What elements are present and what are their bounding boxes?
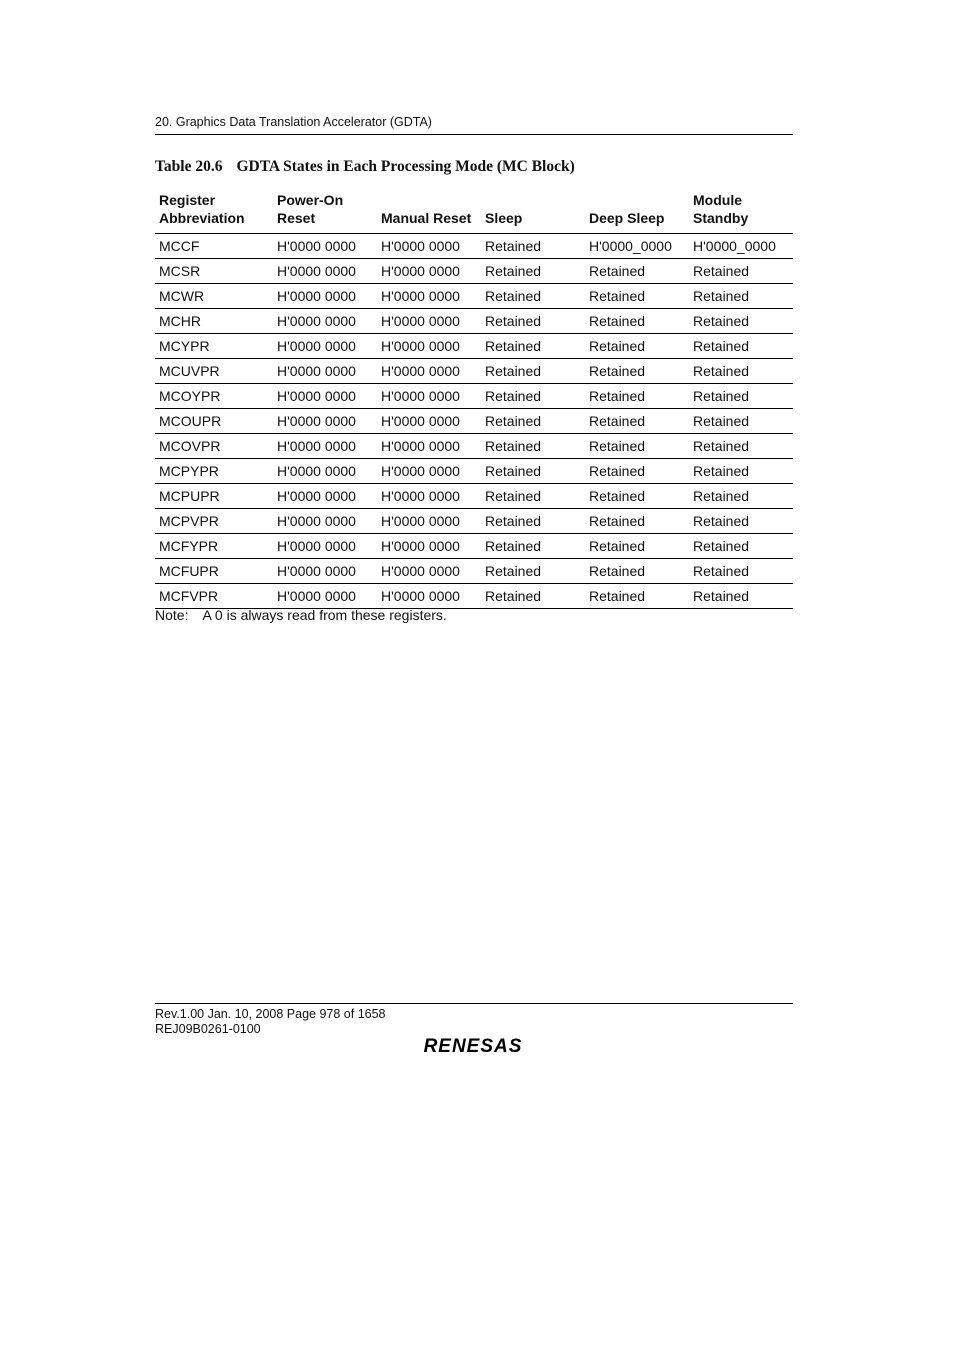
state-cell: H'0000 0000 bbox=[273, 359, 377, 384]
table-row bbox=[155, 284, 793, 309]
state-cell: H'0000 0000 bbox=[377, 309, 481, 334]
state-cell: H'0000 0000 bbox=[377, 384, 481, 409]
state-cell: H'0000_0000 bbox=[689, 234, 793, 259]
state-cell: H'0000 0000 bbox=[273, 484, 377, 509]
state-cell: H'0000 0000 bbox=[377, 434, 481, 459]
column-header bbox=[273, 190, 377, 234]
state-cell: H'0000 0000 bbox=[377, 284, 481, 309]
state-cell: Retained bbox=[585, 559, 689, 584]
state-cell: Retained bbox=[481, 234, 585, 259]
state-cell: H'0000 0000 bbox=[273, 284, 377, 309]
state-cell: Retained bbox=[481, 459, 585, 484]
column-header-line2: Deep Sleep bbox=[589, 210, 665, 226]
column-header bbox=[377, 190, 481, 234]
state-cell: Retained bbox=[689, 484, 793, 509]
state-cell: Retained bbox=[689, 409, 793, 434]
state-cell: Retained bbox=[689, 309, 793, 334]
state-cell: Retained bbox=[585, 384, 689, 409]
register-name-cell: MCPVPR bbox=[155, 509, 273, 534]
table-row bbox=[155, 459, 793, 484]
state-cell: Retained bbox=[689, 559, 793, 584]
register-name-cell: MCWR bbox=[155, 284, 273, 309]
state-cell: H'0000 0000 bbox=[273, 559, 377, 584]
state-cell: H'0000 0000 bbox=[273, 509, 377, 534]
state-cell: Retained bbox=[481, 434, 585, 459]
state-cell: H'0000 0000 bbox=[377, 509, 481, 534]
state-cell: Retained bbox=[689, 584, 793, 609]
column-header bbox=[585, 190, 689, 234]
state-cell: H'0000 0000 bbox=[273, 234, 377, 259]
state-cell: Retained bbox=[585, 334, 689, 359]
register-name-cell: MCHR bbox=[155, 309, 273, 334]
register-name-cell: MCOVPR bbox=[155, 434, 273, 459]
table-row bbox=[155, 259, 793, 284]
state-cell: H'0000 0000 bbox=[377, 359, 481, 384]
state-cell: Retained bbox=[689, 334, 793, 359]
column-header-line1: Power-On bbox=[277, 192, 344, 208]
table-row bbox=[155, 509, 793, 534]
state-cell: Retained bbox=[481, 309, 585, 334]
table-caption-number: Table 20.6 bbox=[155, 158, 223, 175]
register-name-cell: MCYPR bbox=[155, 334, 273, 359]
column-header bbox=[481, 190, 585, 234]
state-cell: Retained bbox=[585, 509, 689, 534]
state-cell: Retained bbox=[585, 484, 689, 509]
state-cell: H'0000 0000 bbox=[377, 584, 481, 609]
state-cell: H'0000 0000 bbox=[377, 459, 481, 484]
state-cell: Retained bbox=[689, 284, 793, 309]
state-cell: Retained bbox=[481, 259, 585, 284]
state-cell: Retained bbox=[689, 359, 793, 384]
state-cell: Retained bbox=[585, 459, 689, 484]
footer-document-number: REJ09B0261-0100 bbox=[155, 1022, 261, 1036]
table-row bbox=[155, 409, 793, 434]
state-cell: H'0000 0000 bbox=[273, 409, 377, 434]
state-cell: Retained bbox=[481, 484, 585, 509]
table-header-row bbox=[155, 190, 793, 234]
table-row bbox=[155, 234, 793, 259]
state-cell: H'0000 0000 bbox=[377, 534, 481, 559]
column-header-line2: Abbreviation bbox=[159, 210, 245, 226]
state-cell: H'0000_0000 bbox=[585, 234, 689, 259]
state-cell: H'0000 0000 bbox=[273, 334, 377, 359]
state-cell: Retained bbox=[689, 534, 793, 559]
state-cell: Retained bbox=[689, 434, 793, 459]
note-text: A 0 is always read from these registers. bbox=[202, 607, 447, 623]
state-cell: H'0000 0000 bbox=[273, 459, 377, 484]
page-footer bbox=[155, 1003, 793, 1037]
state-cell: H'0000 0000 bbox=[273, 309, 377, 334]
table-note bbox=[155, 607, 447, 623]
state-cell: Retained bbox=[689, 384, 793, 409]
column-header-line1 bbox=[485, 191, 581, 209]
state-cell: H'0000 0000 bbox=[273, 534, 377, 559]
column-header-line1 bbox=[589, 191, 685, 209]
table-row bbox=[155, 359, 793, 384]
state-cell: H'0000 0000 bbox=[377, 484, 481, 509]
table-row bbox=[155, 584, 793, 609]
state-cell: Retained bbox=[481, 334, 585, 359]
state-cell: Retained bbox=[481, 584, 585, 609]
table-body bbox=[155, 234, 793, 609]
table-row bbox=[155, 559, 793, 584]
footer-revision: Rev.1.00 Jan. 10, 2008 Page 978 of 1658 bbox=[155, 1007, 386, 1021]
state-cell: Retained bbox=[585, 409, 689, 434]
state-cell: Retained bbox=[585, 284, 689, 309]
table-row bbox=[155, 484, 793, 509]
state-cell: H'0000 0000 bbox=[377, 559, 481, 584]
state-cell: Retained bbox=[481, 509, 585, 534]
register-name-cell: MCFUPR bbox=[155, 559, 273, 584]
table-caption bbox=[155, 158, 575, 176]
state-cell: Retained bbox=[481, 409, 585, 434]
column-header-line2: Reset bbox=[277, 210, 316, 226]
state-cell: H'0000 0000 bbox=[273, 384, 377, 409]
state-cell: H'0000 0000 bbox=[273, 584, 377, 609]
state-cell: H'0000 0000 bbox=[377, 234, 481, 259]
state-cell: Retained bbox=[585, 359, 689, 384]
register-name-cell: MCOYPR bbox=[155, 384, 273, 409]
running-header bbox=[155, 115, 793, 135]
register-name-cell: MCPYPR bbox=[155, 459, 273, 484]
table-row bbox=[155, 434, 793, 459]
column-header-line1 bbox=[381, 191, 477, 209]
state-cell: H'0000 0000 bbox=[377, 259, 481, 284]
column-header-line1: Module bbox=[693, 192, 742, 208]
column-header-line1: Register bbox=[159, 192, 216, 208]
register-name-cell: MCSR bbox=[155, 259, 273, 284]
state-cell: H'0000 0000 bbox=[377, 334, 481, 359]
state-cell: Retained bbox=[585, 584, 689, 609]
column-header bbox=[155, 190, 273, 234]
state-cell: H'0000 0000 bbox=[377, 409, 481, 434]
state-cell: Retained bbox=[481, 384, 585, 409]
note-label: Note: bbox=[155, 607, 189, 623]
table-caption-title: GDTA States in Each Processing Mode (MC Block) bbox=[236, 158, 575, 175]
running-header-title: 20. Graphics Data Translation Accelerator (GDTA) bbox=[155, 115, 432, 129]
register-name-cell: MCFVPR bbox=[155, 584, 273, 609]
column-header-line2: Manual Reset bbox=[381, 210, 472, 226]
state-cell: Retained bbox=[689, 459, 793, 484]
state-cell: H'0000 0000 bbox=[273, 259, 377, 284]
state-cell: Retained bbox=[689, 259, 793, 284]
state-cell: Retained bbox=[585, 259, 689, 284]
states-table bbox=[155, 190, 793, 609]
state-cell: H'0000 0000 bbox=[273, 434, 377, 459]
register-name-cell: MCOUPR bbox=[155, 409, 273, 434]
state-cell: Retained bbox=[481, 559, 585, 584]
state-cell: Retained bbox=[481, 534, 585, 559]
state-cell: Retained bbox=[585, 309, 689, 334]
state-cell: Retained bbox=[689, 509, 793, 534]
state-cell: Retained bbox=[585, 434, 689, 459]
register-name-cell: MCCF bbox=[155, 234, 273, 259]
table-row bbox=[155, 309, 793, 334]
state-cell: Retained bbox=[585, 534, 689, 559]
column-header bbox=[689, 190, 793, 234]
column-header-line2: Standby bbox=[693, 210, 749, 226]
register-name-cell: MCUVPR bbox=[155, 359, 273, 384]
renesas-logo-text: RENESAS bbox=[423, 1036, 523, 1057]
table-row bbox=[155, 534, 793, 559]
table-row bbox=[155, 384, 793, 409]
renesas-logo bbox=[413, 1033, 533, 1057]
state-cell: Retained bbox=[481, 284, 585, 309]
register-name-cell: MCFYPR bbox=[155, 534, 273, 559]
column-header-line2: Sleep bbox=[485, 210, 523, 226]
register-name-cell: MCPUPR bbox=[155, 484, 273, 509]
table-row bbox=[155, 334, 793, 359]
state-cell: Retained bbox=[481, 359, 585, 384]
